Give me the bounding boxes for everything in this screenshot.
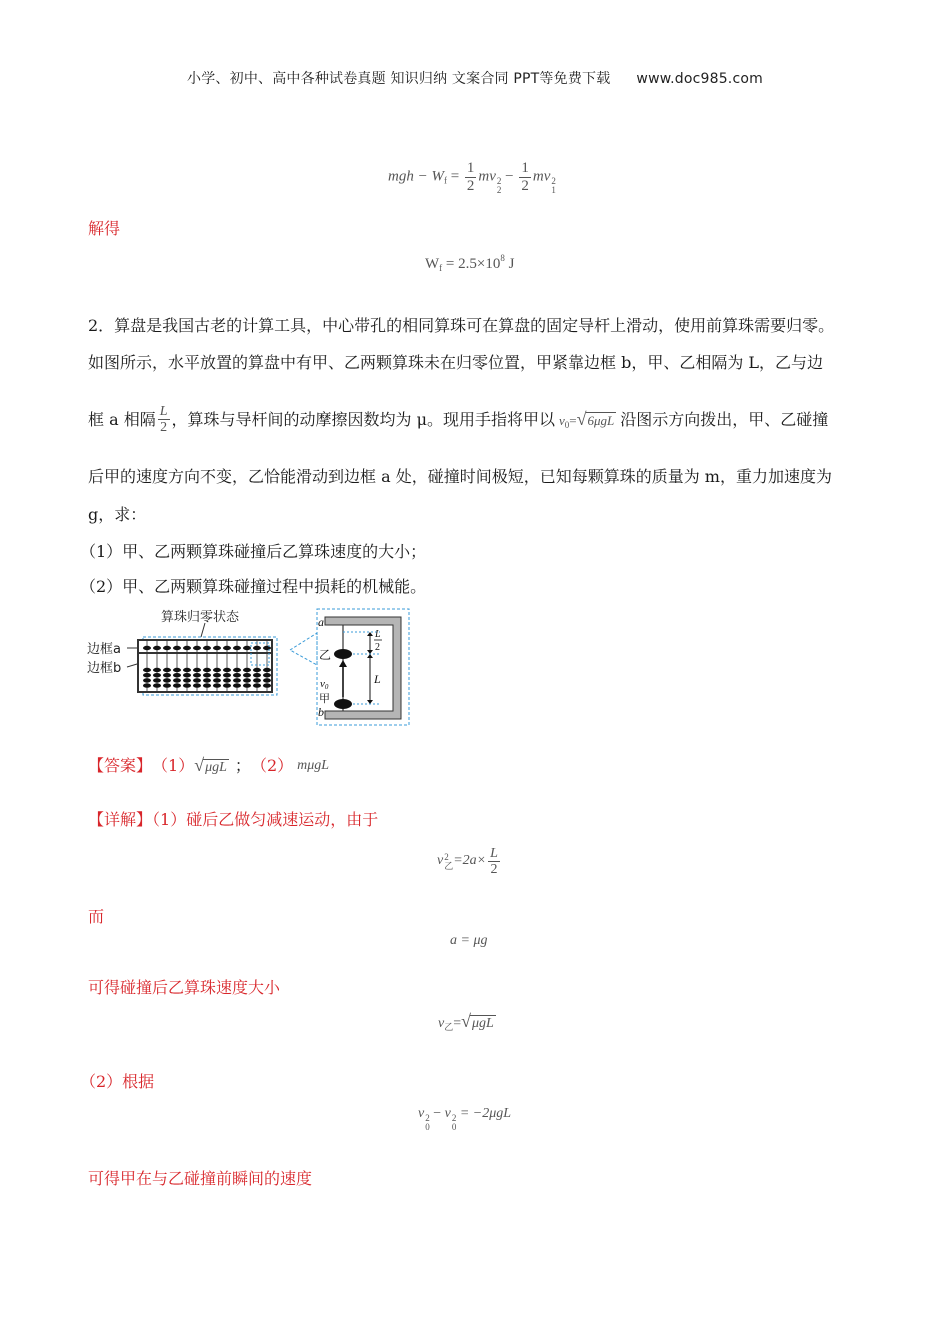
detail-label-yi: 乙 <box>319 648 332 662</box>
abacus-bead <box>153 678 161 682</box>
bead-jia <box>334 699 352 709</box>
abacus-bead <box>223 678 231 682</box>
equation-energy: mgh − $W_f$ = $\frac{1}{2}$ mv 2 2 − $\frac{1}{2}$ mv 2 1 <box>388 160 556 196</box>
abacus-bead <box>243 673 251 677</box>
equation-wf: $W_f = 2.5\times 10^8$ J <box>425 253 515 273</box>
abacus-bead <box>143 683 151 687</box>
abacus-bead <box>193 646 201 650</box>
equation-v0: v 2 0 − v 2 0 = −2μgL <box>418 1106 512 1132</box>
abacus-bead <box>173 678 181 682</box>
detail-label-a: a <box>318 615 324 629</box>
abacus-bead <box>193 673 201 677</box>
abacus-bead <box>223 673 231 677</box>
abacus-bead <box>153 668 161 672</box>
question-line4: 后甲的速度方向不变，乙恰能滑动到边框 a 处，碰撞时间极短，已知每颗算珠的质量为 m，重力加速度为 <box>88 467 832 486</box>
detail-line1: 【详解】（1）碰后乙做匀减速运动，由于 <box>88 810 379 829</box>
detail-label-L2-n: L <box>375 629 381 640</box>
question-line3: 框 a 相隔 $\frac{L}{2}$ ，算珠与导杆间的动摩擦因数均为 μ。现用手指将甲以 $v_0=√6\mu gL$ 沿图示方向拨出，甲、乙碰撞 <box>88 404 829 436</box>
equation-v-yi-squared: v 2 乙 =2a× $\frac{L}{2}$ <box>437 846 498 878</box>
abacus-bead <box>183 678 191 682</box>
abacus-bead <box>233 673 241 677</box>
abacus-bead <box>243 646 251 650</box>
abacus-bead <box>173 673 181 677</box>
detail-kede1: 可得碰撞后乙算珠速度大小 <box>88 978 281 997</box>
abacus-bead <box>163 678 171 682</box>
equation-v-yi: $v_乙=√\mu gL$ <box>438 1011 494 1032</box>
abacus-bead <box>253 678 261 682</box>
question-line1: 2．算盘是我国古老的计算工具，中心带孔的相同算珠可在算盘的固定导杆上滑动，使用前算珠需要归零。 <box>88 316 835 335</box>
abacus-bead <box>143 668 151 672</box>
header-url[interactable]: www.doc985.com <box>636 71 763 87</box>
abacus-bead <box>263 678 271 682</box>
abacus-bead <box>253 683 261 687</box>
abacus-bead <box>233 683 241 687</box>
abacus-bead <box>183 673 191 677</box>
question-sub1: （1）甲、乙两颗算珠碰撞后乙算珠速度的大小； <box>80 542 427 561</box>
abacus-bead <box>183 683 191 687</box>
abacus-bead <box>213 678 221 682</box>
abacus-bead <box>173 683 181 687</box>
equation-a: a = μg <box>450 933 488 948</box>
detail-part2: （2）根据 <box>80 1072 155 1091</box>
abacus-bead <box>263 683 271 687</box>
detail-label-b: b <box>318 705 324 719</box>
abacus-bead <box>163 673 171 677</box>
abacus-bead <box>203 668 211 672</box>
abacus-bead <box>233 678 241 682</box>
abacus-bead <box>143 678 151 682</box>
answer-line: 【答案】 （1） √μgL ； （2） mμgL <box>88 755 330 776</box>
abacus-bead <box>183 646 191 650</box>
abacus-bead <box>193 668 201 672</box>
detail-label-L: L <box>374 672 381 686</box>
detail-label-jia: 甲 <box>319 692 330 705</box>
abacus-bead <box>183 668 191 672</box>
abacus-bead <box>153 673 161 677</box>
abacus-bead <box>263 668 271 672</box>
bead-yi <box>334 649 352 659</box>
figure-label-b: 边框b <box>87 661 122 676</box>
abacus-bead <box>153 646 161 650</box>
abacus-bead <box>243 678 251 682</box>
detail-label-v0: v0 <box>320 678 329 691</box>
abacus-figure <box>85 605 425 730</box>
abacus-bead <box>213 646 221 650</box>
abacus-bead <box>163 668 171 672</box>
abacus-bead <box>203 683 211 687</box>
abacus-bead <box>163 646 171 650</box>
header-title: 小学、初中、高中各种试卷真题 知识归纳 文案合同 PPT等免费下载 <box>187 71 611 87</box>
page-header <box>0 68 950 88</box>
figure-label-a: 边框a <box>87 642 121 657</box>
abacus-bead <box>243 668 251 672</box>
abacus-bead <box>253 646 261 650</box>
abacus-bead <box>233 646 241 650</box>
abacus-bead <box>193 683 201 687</box>
abacus-bead <box>223 668 231 672</box>
abacus-bead <box>263 673 271 677</box>
abacus-bead <box>253 673 261 677</box>
abacus-bead <box>263 646 271 650</box>
abacus-bead <box>233 668 241 672</box>
abacus-bead <box>173 646 181 650</box>
abacus-bead <box>143 646 151 650</box>
detail-label-L2-d: 2 <box>375 642 380 653</box>
abacus-bead <box>173 668 181 672</box>
abacus-bead <box>243 683 251 687</box>
abacus-bead <box>213 673 221 677</box>
question-sub2: （2）甲、乙两颗算珠碰撞过程中损耗的机械能。 <box>80 577 427 596</box>
label-jiede: 解得 <box>88 219 121 238</box>
abacus-bead <box>143 673 151 677</box>
question-line5: g，求： <box>88 505 147 524</box>
abacus-bead <box>193 678 201 682</box>
figure-caption: 算珠归零状态 <box>161 610 240 625</box>
abacus-bead <box>153 683 161 687</box>
abacus-bead <box>203 678 211 682</box>
abacus-bead <box>253 668 261 672</box>
abacus-bead <box>163 683 171 687</box>
abacus-bead <box>223 646 231 650</box>
abacus-bead <box>213 668 221 672</box>
abacus-bead <box>203 673 211 677</box>
question-line2: 如图所示，水平放置的算盘中有甲、乙两颗算珠未在归零位置，甲紧靠边框 b，甲、乙相隔为 L，乙与边 <box>88 353 824 372</box>
abacus-bead <box>213 683 221 687</box>
abacus-bead <box>223 683 231 687</box>
detail-er: 而 <box>88 907 105 926</box>
abacus-bead <box>203 646 211 650</box>
detail-kede2: 可得甲在与乙碰撞前瞬间的速度 <box>88 1169 313 1188</box>
